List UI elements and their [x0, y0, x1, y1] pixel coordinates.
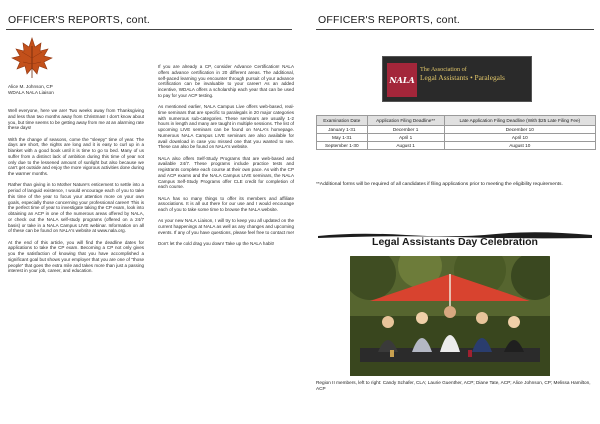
article-paragraph: With the change of seasons, come the "sleepy" time of year. The days are short, the nights are long and it is easy to curl up in a blanket with a good book until it is time to go to bed. Many of us suffer from a distinct lack of ambition during this time of year not only due to the lessened amount of sunlight but also because we can't get outside and enjoy the more vigorous activities done during the warmer months.	[8, 136, 144, 176]
table-row	[317, 126, 596, 134]
author-name: Alice M. Johnson, CP	[8, 84, 53, 89]
author-title: WDALA NALA Liaison	[8, 90, 54, 95]
table-header-cell: Late Application Filing Deadline (With $25 Late Filing Fee)	[444, 116, 595, 126]
table-cell: August 1	[367, 142, 444, 150]
article-paragraph: NALA also offers Self-Study Programs that are web-based and available 24/7. These programs include practice tests and registrants complete each course at their own pace. As with the CP and ACP exams and the NALA Campus LIVE seminars, the NALA Campus Self-Study Programs offer CLE credit for completion of each course.	[158, 155, 294, 190]
table-cell: December 1	[367, 126, 444, 134]
article-paragraph: As mentioned earlier, NALA Campus Live offers web-based, real-time seminars that are specific to paralegals in 20 major categories with numerous sub-categories. These seminars are usually 1-2 hours in length and many are taught in multiple sessions. The list of upcoming LIVE seminars can be found on NALA's homepage. Numerous NALA Campus LIVE seminars are also available for avail download in case you missed one that you wanted to see. These can also be found on NALA's website.	[158, 104, 294, 150]
table-header-cell: Application Filing Deadline**	[367, 116, 444, 126]
table-header-cell: Examination Date	[317, 116, 368, 126]
left-page-header: OFFICER'S REPORTS, cont.	[8, 14, 150, 26]
nala-logo-line1: The Association of	[420, 66, 467, 73]
right-page-header: OFFICER'S REPORTS, cont.	[318, 14, 460, 26]
eligibility-note: **Additional forms will be required of all candidates if filing applications prior to meeting the eligibility requirements.	[316, 182, 563, 187]
table-cell: September 1-30	[317, 142, 368, 150]
group-photo	[350, 256, 550, 376]
table-cell: December 10	[444, 126, 595, 134]
author-block	[8, 84, 54, 96]
article-paragraph: Well everyone, here we are! Two weeks away from Thanksgiving and less than two months away from Christmas! I don't know about you, but time seems to be getting away from me at an alarming rate these days!	[8, 108, 144, 131]
table-cell: April 10	[444, 134, 595, 142]
table-row	[317, 142, 596, 150]
nala-logo	[382, 56, 532, 102]
left-header-rule	[6, 29, 292, 30]
article-paragraph: NALA has so many things to offer its members and affiliate associations. It is all out there for our use and I would encourage each of you to take some time to browse the NALA website.	[158, 195, 294, 212]
table-cell: May 1-31	[317, 134, 368, 142]
right-header-rule	[316, 29, 594, 30]
article-paragraph: Don't let the cold drag you down! Take up the NALA habit!	[158, 241, 275, 246]
nala-logo-line2: Legal Assistants • Paralegals	[420, 73, 505, 82]
article-paragraph: Rather than giving in to Mother Nature's enticement to settle into a period of languid existence, I would encourage each of you to take this time of the year to focus your attention more on your own goals, especially those concerning your professional career! This is the perfect time of year to investigate taking the CP exam, look into obtaining an ACP in one of the numerous areas offered by NALA, or check out the NALA self-study programs (offered on a 24/7 basis) or take in a NALA Campus LIVE webinar. Information on all of these can be found on NALA's website at www.nala.org.	[8, 182, 144, 234]
article-paragraph: If you are already a CP, consider Advance Certification! NALA offers advance certification in 20 different areas. The additional, self-paced learning you encounter through pursuit of your advance certification can be invaluable to your career! As an added incentive, WDALA offers a scholarship each year that can be used to pay for your ACP testing.	[158, 64, 294, 98]
nala-logo-mark: NALA	[387, 63, 417, 97]
article-column-2	[158, 64, 294, 252]
autumn-leaf-icon	[10, 36, 54, 80]
celebration-title: Legal Assistants Day Celebration	[372, 236, 538, 248]
article-paragraph: At the end of this article, you will find the deadline dates for applications to take the CP exam. Becoming a CP not only gives you the satisfaction of knowing that you have accomplished a significant goal but shows your employer that you are one of "those people" that goes the extra mile and takes more than just a passing interest in your job, career, and education.	[8, 239, 144, 274]
table-cell: April 1	[367, 134, 444, 142]
photo-caption: Region II members, left to right: Candy Schafer, CLA; Laurie Guenther, ACP; Diane Tate, ACP; Alice Johnson, CP; Melissa Hamilton, ACP	[316, 380, 591, 391]
exam-deadline-table	[316, 115, 596, 150]
article-paragraph: As your new NALA Liaison, I will try to keep you all updated on the current happenings at NALA as well as any changes and upcoming events. If any of you have questions, please feel free to contact me!	[158, 218, 294, 235]
table-cell: January 1-31	[317, 126, 368, 134]
article-column-1	[8, 108, 144, 280]
right-page	[302, 0, 600, 424]
nala-logo-title	[420, 66, 530, 82]
table-header-row	[317, 116, 596, 126]
table-row	[317, 134, 596, 142]
table-cell: August 10	[444, 142, 595, 150]
